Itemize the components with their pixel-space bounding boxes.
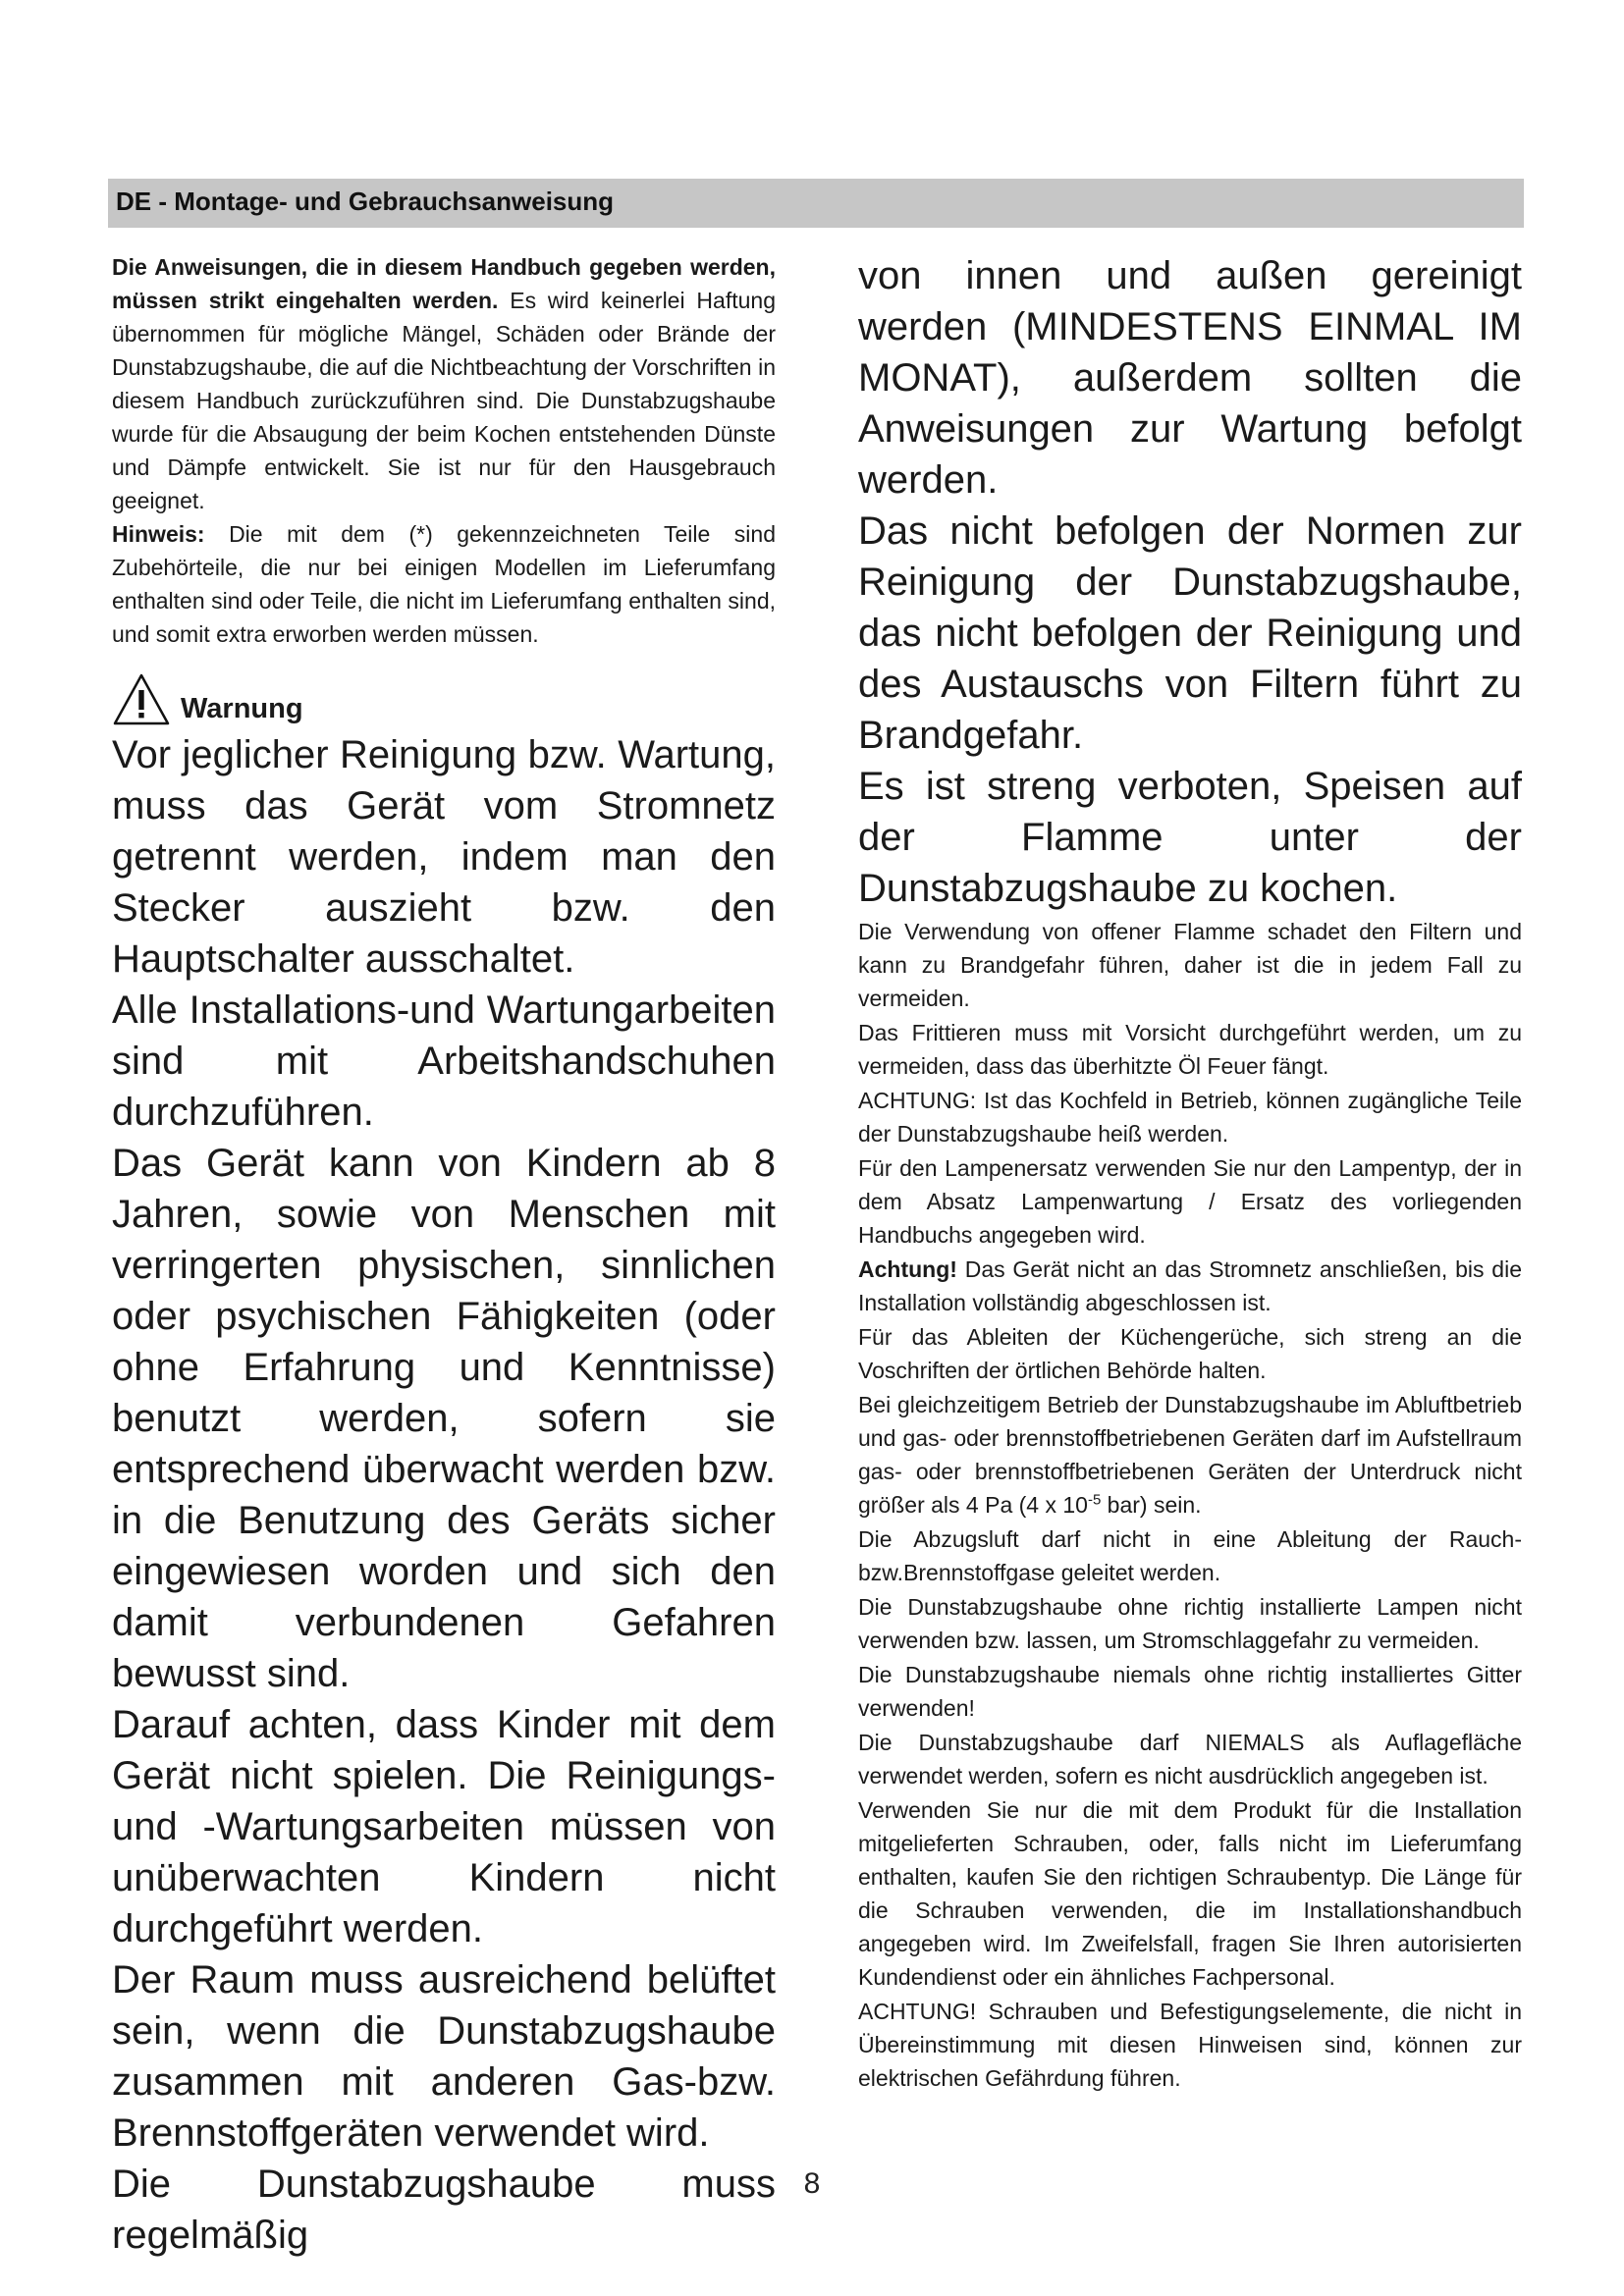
pressure-exponent: -5 [1087, 1491, 1102, 1509]
section-header-bar [108, 179, 1524, 228]
safety-paragraph-5 [858, 1253, 1522, 1319]
warning-paragraph-3: Das Gerät kann von Kindern ab 8 Jahren, sowie von Menschen mit verringerten physischen, sinnlichen oder psychischen Fähigkeiten (oder ohne Erfahrung und Kenntnisse) benutzt werden, sofern sie entsprechend überwacht werden bzw. in die Benutzung des Geräts sicher eingewiesen worden und sich den damit verbundenen Gefahren bewusst sind. [112, 1142, 776, 1695]
safety-paragraph-12: Verwenden Sie nur die mit dem Produkt für die Installation mitgelieferten Schrauben, oder, falls nicht im Lieferumfang enthalten, kaufen Sie den richtigen Schraubentyp. Die Länge für die Schrauben verwenden, die im Installationshandbuch angegeben wird. Im Zweifelsfall, fragen Sie Ihren autorisierten Kundendienst oder ein ähnliches Fachpersonal. [858, 1797, 1522, 1990]
note-paragraph [112, 517, 776, 651]
intro-paragraph [112, 250, 776, 517]
safety-paragraph-3: ACHTUNG: Ist das Kochfeld in Betrieb, können zugängliche Teile der Dunstabzugshaube heiß werden. [858, 1088, 1522, 1147]
warning-paragraph-4: Darauf achten, dass Kinder mit dem Gerät nicht spielen. Die Reinigungs- und -Wartungsarbeiten müssen von unüberwachten Kindern nicht durchgeführt werden. [112, 1703, 776, 1950]
warning-heading [112, 668, 776, 727]
achtung-label: Achtung! [858, 1256, 957, 1282]
page-number: 8 [803, 2167, 821, 2200]
intro-bold-text: Die Anweisungen, die in diesem Handbuch gegeben werden, müssen strikt eingehalten werden. [112, 254, 776, 313]
right-column [858, 250, 1522, 2095]
safety-paragraph-8: Die Abzugsluft darf nicht in eine Ableitung der Rauch- bzw.Brennstoffgase geleitet werden. [858, 1526, 1522, 1585]
left-column [112, 250, 776, 2261]
warning-paragraph-7: von innen und außen gereinigt werden (MINDESTENS EINMAL IM MONAT), außerdem sollten die Anweisungen zur Wartung befolgt werden. [858, 254, 1522, 502]
safety-paragraph-2: Das Frittieren muss mit Vorsicht durchgeführt werden, um zu vermeiden, dass das überhitzte Öl Feuer fängt. [858, 1020, 1522, 1079]
safety-paragraph-9: Die Dunstabzugshaube ohne richtig installierte Lampen nicht verwenden bzw. lassen, um Stromschlaggefahr zu vermeiden. [858, 1594, 1522, 1653]
intro-text: Es wird keinerlei Haftung übernommen für mögliche Mängel, Schäden oder Brände der Dunstabzugshaube, die auf die Nichtbeachtung der Vorschriften in diesem Handbuch zurückzuführen sind. Die Dunstabzugshaube wurde für die Absaugung der beim Kochen entstehenden Dünste und Dämpfe entwickelt. Sie ist nur für den Hausgebrauch geeignet. [112, 288, 776, 513]
warning-triangle-icon [112, 672, 171, 727]
safety-paragraph-4: Für den Lampenersatz verwenden Sie nur den Lampentyp, der in dem Absatz Lampenwartung / Ersatz des vorliegenden Handbuchs angegeben wird. [858, 1155, 1522, 1248]
warning-paragraph-1: Vor jeglicher Reinigung bzw. Wartung, muss das Gerät vom Stromnetz getrennt werden, indem man den Stecker auszieht bzw. den Hauptschalter ausschaltet. [112, 733, 776, 981]
safety-paragraph-10: Die Dunstabzugshaube niemals ohne richtig installiertes Gitter verwenden! [858, 1662, 1522, 1721]
safety-paragraph-1: Die Verwendung von offener Flamme schadet den Filtern und kann zu Brandgefahr führen, daher ist die in jedem Fall zu vermeiden. [858, 919, 1522, 1011]
note-label: Hinweis: [112, 521, 205, 547]
safety-paragraph-13: ACHTUNG! Schrauben und Befestigungselemente, die nicht in Übereinstimmung mit diesen Hinweisen sind, können zur elektrischen Gefährdung führen. [858, 1999, 1522, 2091]
warning-label: Warnung [181, 693, 303, 724]
safety-paragraph-7 [858, 1388, 1522, 1522]
warning-paragraph-5: Der Raum muss ausreichend belüftet sein, wenn die Dunstabzugshaube zusammen mit anderen Gas-bzw. Brennstoffgeräten verwendet wird. [112, 1958, 776, 2155]
warning-paragraph-6: Die Dunstabzugshaube muss regelmäßig [112, 2163, 776, 2257]
warning-paragraph-8: Das nicht befolgen der Normen zur Reinigung der Dunstabzugshaube, das nicht befolgen der Reinigung und des Austauschs von Filtern führt zu Brandgefahr. [858, 509, 1522, 757]
warning-paragraph-9: Es ist streng verboten, Speisen auf der Flamme unter der Dunstabzugshaube zu kochen. [858, 765, 1522, 910]
note-text: Die mit dem (*) gekennzeichneten Teile sind Zubehörteile, die nur bei einigen Modellen im Lieferumfang enthalten sind oder Teile, die nicht im Lieferumfang enthalten sind, und somit extra erworben werden müssen. [112, 521, 776, 647]
pressure-text-b: bar) sein. [1101, 1492, 1202, 1518]
warning-paragraph-2: Alle Installations-und Wartungarbeiten sind mit Arbeitshandschuhen durchzuführen. [112, 988, 776, 1134]
safety-paragraph-5-text: Das Gerät nicht an das Stromnetz anschließen, bis die Installation vollständig abgeschlossen ist. [858, 1256, 1522, 1315]
safety-paragraph-11: Die Dunstabzugshaube darf NIEMALS als Auflagefläche verwendet werden, sofern es nicht ausdrücklich angegeben ist. [858, 1730, 1522, 1789]
safety-paragraph-6: Für das Ableiten der Küchengerüche, sich streng an die Voschriften der örtlichen Behörde halten. [858, 1324, 1522, 1383]
pressure-text-a: Bei gleichzeitigem Betrieb der Dunstabzugshaube im Abluftbetrieb und gas- oder brennstoffbetriebenen Geräten darf im Aufstellraum gas- oder brennstoffbetriebenen Geräten der Unterdruck nicht größer als 4 Pa (4 x 10 [858, 1392, 1522, 1518]
section-title: DE - Montage- und Gebrauchsanweisung [116, 187, 615, 216]
